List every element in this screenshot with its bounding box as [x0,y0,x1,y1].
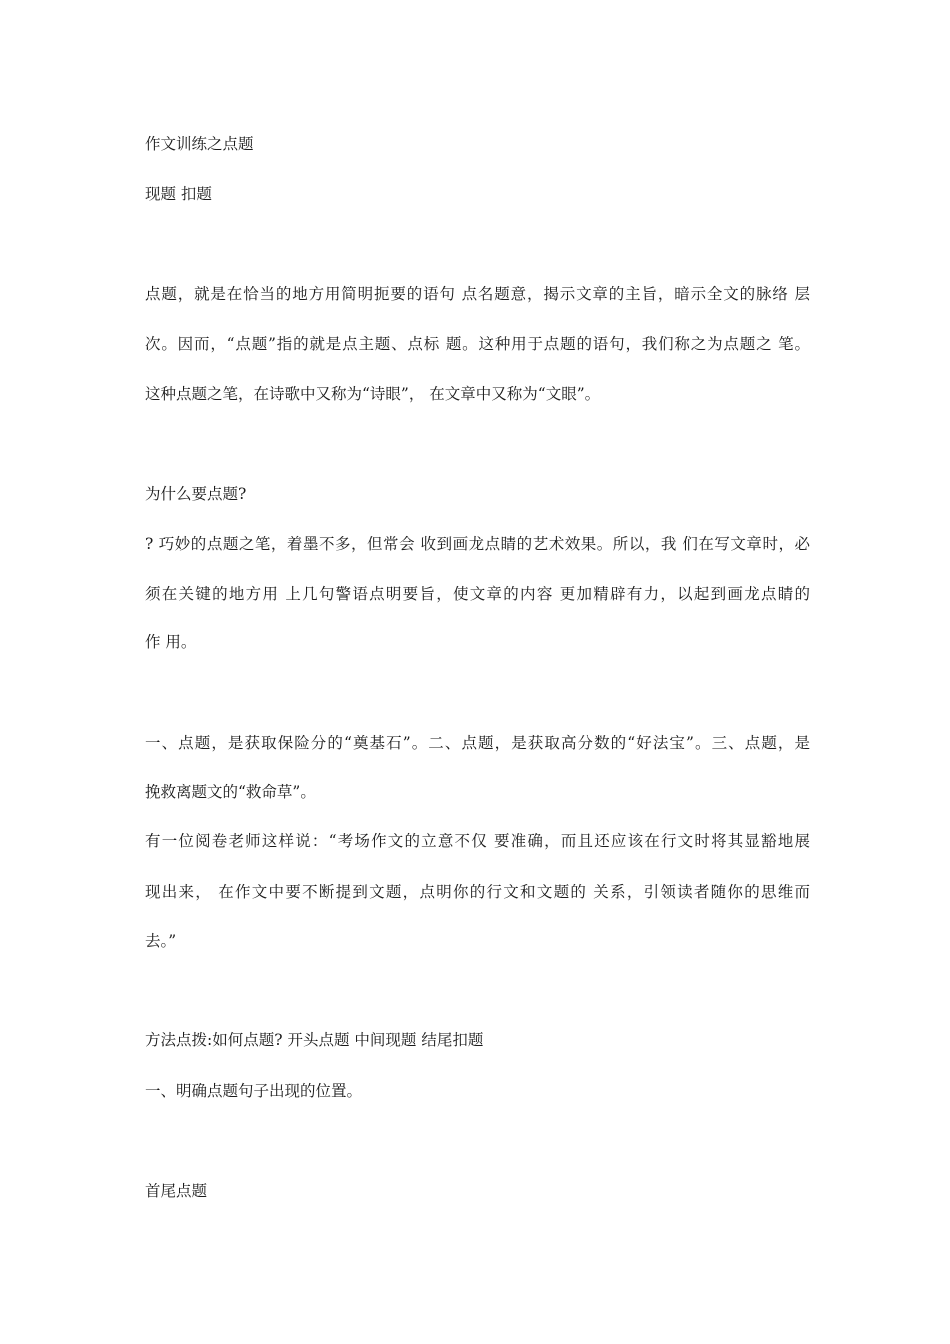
paragraph-line: 须在关键的地方用 上几句警语点明要旨，使文章的内容 更加精辟有力，以起到画龙点睛的 [145,585,810,603]
paragraph-line: 一、点题，是获取保险分的“奠基石”。二、点题，是获取高分数的“好法宝”。三、点题，是 [145,734,810,752]
paragraph-line: 现出来， 在作文中要不断提到文题，点明你的行文和文题的 关系，引领读者随你的思维而 [145,883,810,901]
document-subtitle: 现题 扣题 [145,185,212,203]
paragraph-line: 作 用。 [145,633,197,651]
paragraph-line: 挽救离题文的“救命草”。 [145,783,316,801]
section-subheading: 首尾点题 [145,1182,208,1200]
paragraph-line: 次。因而，“点题”指的就是点主题、点标 题。这种用于点题的语句，我们称之为点题之 笔。 [145,335,810,353]
paragraph-line: 点题，就是在恰当的地方用简明扼要的语句 点名题意，揭示文章的主旨，暗示全文的脉络 层 [145,285,810,303]
paragraph-line: 去。” [145,932,177,950]
paragraph-line: 这种点题之笔，在诗歌中又称为“诗眼”， 在文章中又称为“文眼”。 [145,385,601,403]
list-item: 一、明确点题句子出现的位置。 [145,1082,363,1100]
section-heading: 为什么要点题? [145,485,247,503]
section-heading: 方法点拨:如何点题? 开头点题 中间现题 结尾扣题 [145,1031,484,1049]
document-title: 作文训练之点题 [145,135,254,153]
paragraph-line: 有一位阅卷老师这样说：“考场作文的立意不仅 要准确，而且还应该在行文时将其显豁地展 [145,832,810,850]
paragraph-line: ? 巧妙的点题之笔，着墨不多，但常会 收到画龙点睛的艺术效果。所以，我 们在写文章时，必 [145,535,810,553]
